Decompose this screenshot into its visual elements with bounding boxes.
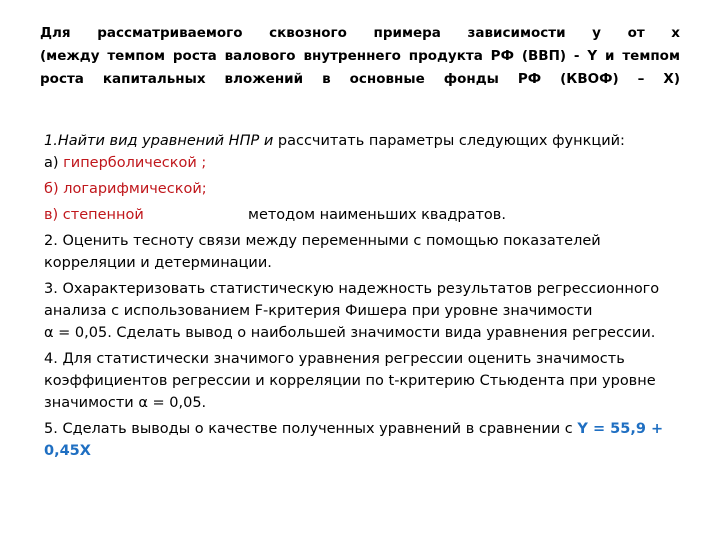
task-list <box>44 130 684 462</box>
function-c-label: в) степенной <box>44 207 144 223</box>
equation-part-2: 0,45X <box>44 443 91 459</box>
intro-line-2: (между темпом роста валового внутреннего продукта РФ (ВВП) - Y и темпом <box>40 48 680 64</box>
task-4-line-1: 4. Для статистически значимого уравнения регрессии оценить значимость <box>44 351 625 367</box>
task-1 <box>44 130 684 152</box>
task-4-line-3: значимости α = 0,05. <box>44 395 207 411</box>
task-2-line-2: корреляции и детерминации. <box>44 255 272 271</box>
intro-line-3: роста капитальных вложений в основные фонды РФ (КВОФ) – Х) <box>40 71 680 87</box>
task-3-line-3: α = 0,05. Сделать вывод о наибольшей значимости вида уравнения регрессии. <box>44 325 656 341</box>
task-5-text: 5. Сделать выводы о качестве полученных уравнений в сравнении с <box>44 421 578 437</box>
task-1-italic: 1.Найти вид уравнений НПР и <box>44 133 274 149</box>
function-a <box>44 152 684 174</box>
task-2-line-1: 2. Оценить тесноту связи между переменными с помощью показателей <box>44 233 601 249</box>
equation-part-1: Y = 55,9 + <box>577 421 664 437</box>
task-5-line-1 <box>44 418 684 440</box>
intro-line-1: Для рассматриваемого сквозного примера зависимости у от х <box>40 25 680 41</box>
problem-statement <box>40 22 680 91</box>
function-a-prefix: а) <box>44 155 64 171</box>
task-4-line-2: коэффициентов регрессии и корреляции по t-критерию Стьюдента при уровне <box>44 373 656 389</box>
function-a-label: гиперболической ; <box>63 155 207 171</box>
function-b: б) логарифмической; <box>44 181 207 197</box>
function-c <box>44 204 684 226</box>
task-3-line-2: анализа с использованием F-критерия Фишера при уровне значимости <box>44 303 593 319</box>
method-label: методом наименьших квадратов. <box>248 207 506 223</box>
task-3-line-1: 3. Охарактеризовать статистическую надежность результатов регрессионного <box>44 281 660 297</box>
task-1-rest: рассчитать параметры следующих функций: <box>273 133 625 149</box>
